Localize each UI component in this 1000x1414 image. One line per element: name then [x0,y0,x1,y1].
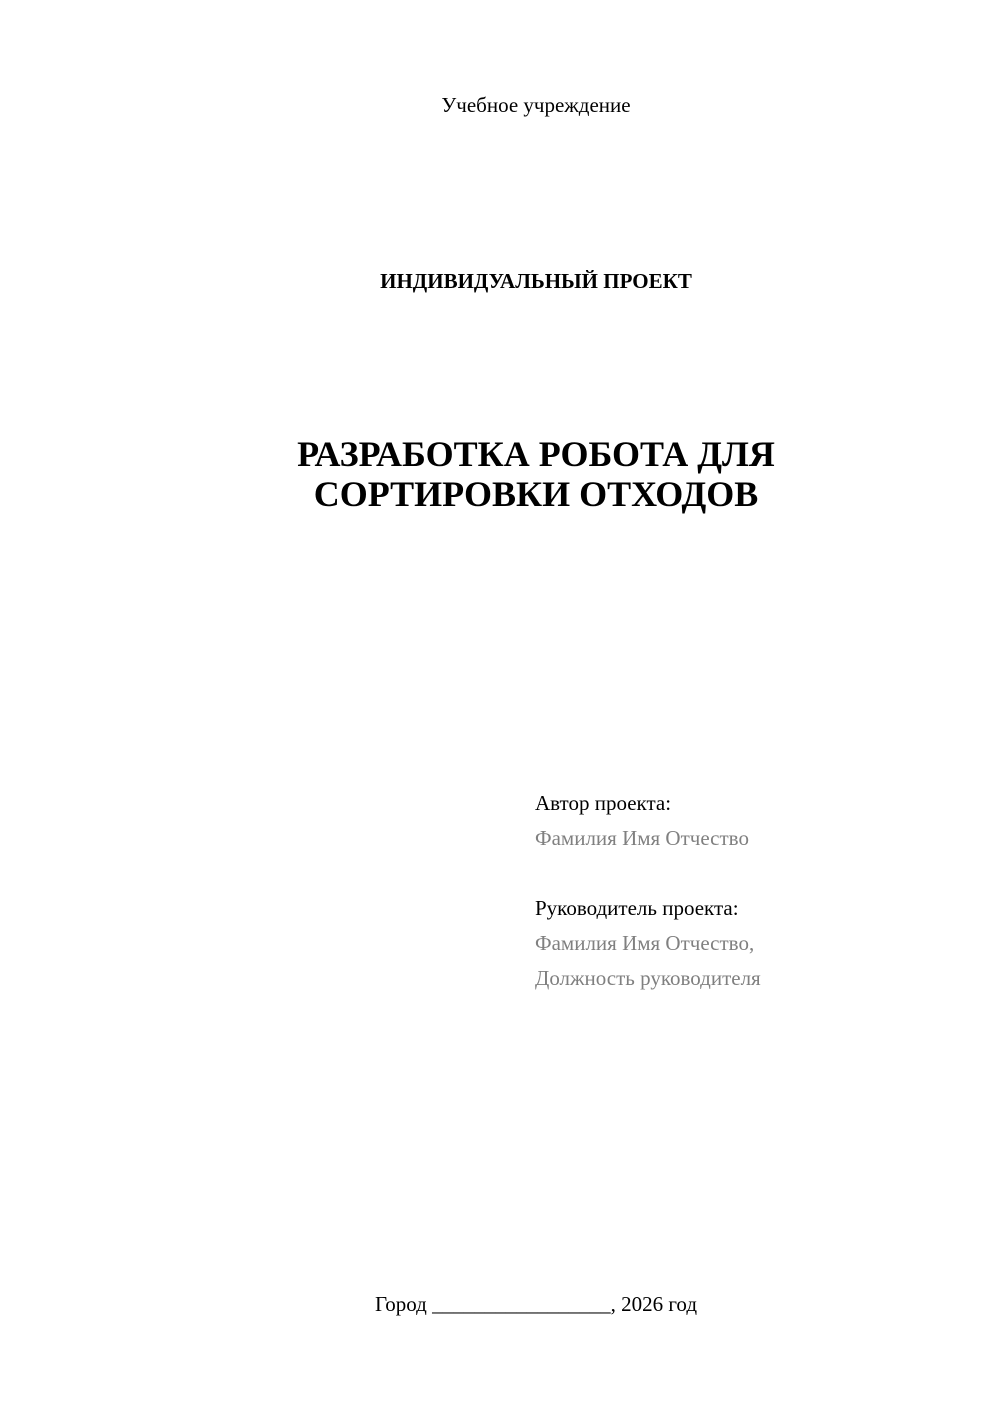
city-year-line: Город _________________, 2026 год [374,1292,698,1316]
project-title [0,434,1000,514]
document-type: ИНДИВИДУАЛЬНЫЙ ПРОЕКТ [380,269,692,293]
supervisor-position: Должность руководителя [535,966,761,990]
supervisor-name: Фамилия Имя Отчество, [535,931,755,955]
spacer [535,856,975,891]
author-label: Автор проекта: [535,791,672,815]
project-title-line-2: СОРТИРОВКИ ОТХОДОВ [313,474,759,514]
institution-name: Учебное учреждение [441,93,631,117]
supervisor-label: Руководитель проекта: [535,896,739,920]
project-title-line-1: РАЗРАБОТКА РОБОТА ДЛЯ [297,434,775,474]
project-info [535,786,975,996]
author-name: Фамилия Имя Отчество [535,826,749,850]
